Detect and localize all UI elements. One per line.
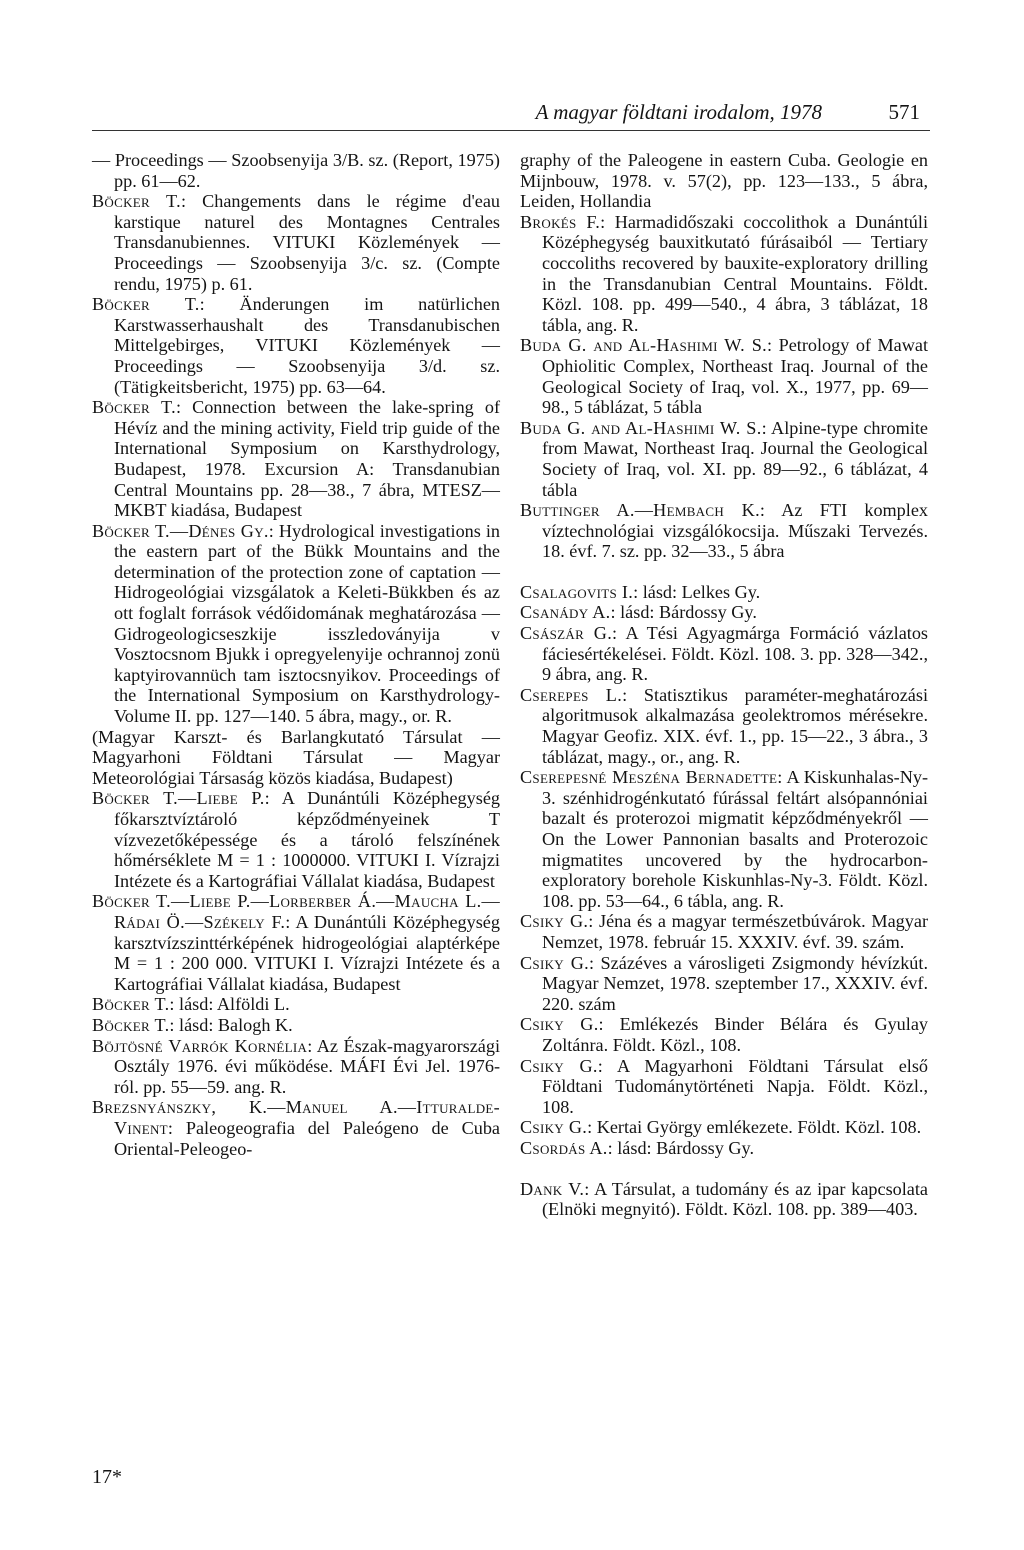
- bibliography-entry: [92, 727, 500, 789]
- entry-text: : lásd: Bárdossy Gy.: [610, 602, 757, 623]
- entry-author: Brezsnyánszky, K.—Manuel A.—Itturalde-Vinent: [92, 1097, 500, 1138]
- entry-author: Csiky G.: [520, 1014, 599, 1035]
- entry-author: Böcker T.: [92, 1014, 170, 1035]
- entry-author: Csiky G.: [520, 1117, 588, 1138]
- entry-author: Csiky G.: [520, 952, 590, 973]
- entry-text: : Kertai György emlékezete. Földt. Közl. 108.: [587, 1117, 922, 1138]
- running-title: A magyar földtani irodalom, 1978: [535, 100, 822, 124]
- entry-author: Csiky G.: [520, 1055, 598, 1076]
- entry-text: : A Magyarhoni Földtani Társulat első Földtani Tudománytörténeti Napja. Földt. Közl., 108.: [542, 1055, 928, 1117]
- entry-text: : lásd: Alföldi L.: [169, 994, 290, 1015]
- page-number: 571: [888, 100, 920, 124]
- bibliography-entry: [520, 623, 928, 685]
- entry-text: : Százéves a városligeti Zsigmondy hévízkút. Magyar Nemzet, 1978. szeptember 17., XXXIV. évf. 220. szám: [542, 952, 928, 1014]
- entry-author: Császár G.: [520, 623, 613, 644]
- bibliography-entry: [92, 1036, 500, 1098]
- entry-text: : Alpine-type chromite from Mawat, Northeast Iraq. Journal the Geological Society of Iraq, vol. XI. pp. 89—92., 6 táblázat, 4 tábla: [542, 417, 929, 500]
- entry-text: : Jéna és a magyar természetbúvárok. Magyar Nemzet, 1978. február 15. XXXIV. évf. 39. szám.: [542, 911, 928, 952]
- bibliography-entry: [520, 602, 928, 623]
- bibliography-entry: [92, 891, 500, 994]
- entry-author: Csalagovits I.: [520, 581, 634, 602]
- bibliography-entry: [92, 150, 500, 191]
- bibliography-entry: [92, 397, 500, 521]
- entry-text: : Az FTI komplex víztechnológiai vizsgálókocsija. Műszaki Tervezés. 18. évf. 7. sz. pp. 32—33., 5 ábra: [542, 500, 928, 562]
- entry-text: : lásd: Bárdossy Gy.: [607, 1137, 754, 1158]
- entry-text: : Statisztikus paraméter-meghatározási algoritmusok alkalmazása geolektromos mérésekre. Magyar Geofiz. XIX. évf. 1., pp. 15—22., 3 ábra., 3 táblázat, magy., or., ang. R.: [542, 684, 929, 767]
- bibliography-entry: [520, 685, 928, 767]
- bibliography-entry: [520, 767, 928, 911]
- entry-author: Brokés F.: [520, 211, 601, 232]
- entry-author: Böcker T.—Liebe P.: [92, 788, 265, 809]
- bibliography-column-left: [92, 150, 500, 1159]
- entry-author: Buda G. and Al-Hashimi W. S.: [520, 335, 767, 356]
- entry-text: : Paleogeografia del Paleógeno de Cuba Oriental-Peleogeo-: [114, 1117, 500, 1159]
- entry-text: : Emlékezés Binder Bélára és Gyulay Zoltánra. Földt. Közl., 108.: [542, 1014, 928, 1055]
- entry-text: : lásd: Balogh K.: [169, 1014, 293, 1035]
- entry-text: : Harmadidőszaki coccolithok a Dunántúli Középhegység bauxitkutató fúrásaiból — Tertiary coccoliths recovered by bauxite-exploratory drilling in the Transdanubian Central Mountains. Földt. Közl. 108. pp. 499—540., 4 ábra, 3 táblázat, 18 tábla, ang. R.: [542, 211, 929, 335]
- bibliography-column-right: [520, 150, 928, 1220]
- bibliography-entry: [92, 994, 500, 1015]
- entry-author: Böcker T.: [92, 994, 170, 1015]
- bibliography-entry: [520, 150, 928, 212]
- entry-text: : Änderungen im natürlichen Karstwasserhaushalt des Transdanubischen Mittelgebirges, VITUKI Közlemények — Proceedings — Szoobsenyija 3/d. sz. (Tätigkeitsbericht, 1975) pp. 63—64.: [114, 294, 500, 397]
- entry-author: Böcker T.: [92, 397, 176, 418]
- bibliography-entry: [520, 953, 928, 1015]
- entry-author: Böcker T.: [92, 294, 200, 315]
- entry-author: Cserepes L.: [520, 684, 623, 705]
- entry-text: graphy of the Paleogene in eastern Cuba. Geologie en Mijnbouw, 1978. v. 57(2), pp. 123—133., 5 ábra, Leiden, Hollandia: [520, 150, 928, 212]
- bibliography-entry: [520, 1179, 928, 1220]
- entry-author: Csiky G.: [520, 911, 589, 932]
- bibliography-entry: [92, 521, 500, 727]
- entry-text: : Hydrological investigations in the eastern part of the Bükk Mountains and the determination of the protection zone of captation — Hidrogeológiai vizsgálatok a Keleti-Bükkben és az ott foglalt források védőidomának meghatározása — Gidrogeologicseszkije isszledoványija v Vosztocsnom Bjukk i opregyelenyije ochrannoj zonü kaptyirovannüch tam isztocsnyikov. Proceedings of the International Symposium on Karsthydrology-Volume II. pp. 127—140. 5 ábra, magy., or. R.: [114, 520, 500, 727]
- bibliography-entry: [520, 335, 928, 417]
- bibliography-entry: [92, 191, 500, 294]
- header-rule: [92, 130, 930, 131]
- signature-mark: 17*: [92, 1466, 122, 1488]
- entry-author: Buda G. and Al-Hashimi W. S.: [520, 417, 762, 438]
- bibliography-entry: [520, 1138, 928, 1159]
- bibliography-entry: [520, 1014, 928, 1055]
- entry-text: — Proceedings — Szoobsenyija 3/B. sz. (Report, 1975) pp. 61—62.: [92, 150, 500, 191]
- entry-text: : A Dunántúli Középhegység főkarsztvíztároló képződményeinek T vízvezetőképessége és a tároló felszínének hőmérséklete M = 1 : 1000000. VITUKI I. Vízrajzi Intézete és a Kartográfiai Vállalat kiadása, Budapest: [114, 788, 500, 891]
- bibliography-entry: [92, 1097, 500, 1159]
- entry-author: Dank V.: [520, 1178, 585, 1199]
- entry-text: : lásd: Lelkes Gy.: [633, 581, 761, 602]
- bibliography-entry: [520, 500, 928, 562]
- bibliography-entry: [520, 582, 928, 603]
- entry-text: : A Kiskunhalas-Ny-3. szénhidrogénkutató fúrással feltárt alsópannóniai bazalt és proterozoi migmatit képződményekről — On the Lower Pannonian basalts and Proterozoic migmatites uncovered by the hydrocarbon-exploratory borehole Kiskunhlas-Ny-3. Földt. Közl. 108. pp. 53—64., 6 tábla, ang. R.: [542, 767, 929, 911]
- entry-author: Böcker T.—Dénes Gy.: [92, 520, 269, 541]
- bibliography-entry: [92, 294, 500, 397]
- page-header: [92, 96, 930, 132]
- entry-author: Buttinger A.—Hembach K.: [520, 500, 760, 521]
- entry-text: : Petrology of Mawat Ophiolitic Complex, Northeast Iraq. Journal of the Geological Society of Iraq, vol. X., 1977, pp. 69—98., 5 táblázat, 5 tábla: [542, 335, 928, 418]
- entry-text: : A Dunántúli Középhegység karsztvízszinttérképének hidrogeológiai alaptérképe M = 1 : 200 000. VITUKI I. Vízrajzi Intézete és a Kartográfiai Vállalat kiadása, Budapest: [114, 911, 500, 994]
- entry-author: Csanády A.: [520, 602, 611, 623]
- entry-text: : Connection between the lake-spring of Hévíz and the mining activity, Field trip guide of the International Symposium on Karsthydrology, Budapest, 1978. Excursion A: Transdanubian Central Mountains pp. 28—38., 7 ábra, MTESZ—MKBT kiadása, Budapest: [114, 397, 501, 521]
- entry-text: : A Tési Agyagmárga Formáció vázlatos fáciesértékelései. Földt. Közl. 108. 3. pp. 328—342., 9 ábra, ang. R.: [542, 623, 928, 685]
- bibliography-entry: [92, 1015, 500, 1036]
- entry-text: (Magyar Karszt- és Barlangkutató Társulat — Magyarhoni Földtani Társulat — Magyar Meteorológiai Társaság közös kiadása, Budapest): [92, 726, 500, 788]
- bibliography-entry: [520, 212, 928, 336]
- bibliography-entry: [520, 418, 928, 500]
- entry-text: : Changements dans le régime d'eau karstique naturel des Montagnes Centrales Transdanubiennes. VITUKI Közlemények — Proceedings — Szoobsenyija 3/c. sz. (Compte rendu, 1975) p. 61.: [114, 191, 500, 294]
- entry-author: Csordás A.: [520, 1137, 608, 1158]
- entry-author: Böcker T.—Liebe P.—Lorberber Á.—Maucha L.— Rádai Ö.—Székely F.: [92, 891, 500, 932]
- bibliography-entry: [520, 911, 928, 952]
- entry-text: : A Társulat, a tudomány és az ipar kapcsolata (Elnöki megnyitó). Földt. Közl. 108. pp. 389—403.: [542, 1178, 928, 1220]
- bibliography-entry: [520, 1056, 928, 1118]
- entry-author: Cserepesné Meszéna Bernadette: [520, 767, 778, 788]
- bibliography-entry: [520, 1117, 928, 1138]
- entry-author: Böcker T.: [92, 191, 181, 212]
- entry-author: Böjtösné Varrók Kornélia: [92, 1035, 308, 1056]
- entry-text: : Az Észak-magyarországi Osztály 1976. évi működése. MÁFI Évi Jel. 1976-ról. pp. 55—59. ang. R.: [114, 1035, 500, 1097]
- bibliography-entry: [92, 788, 500, 891]
